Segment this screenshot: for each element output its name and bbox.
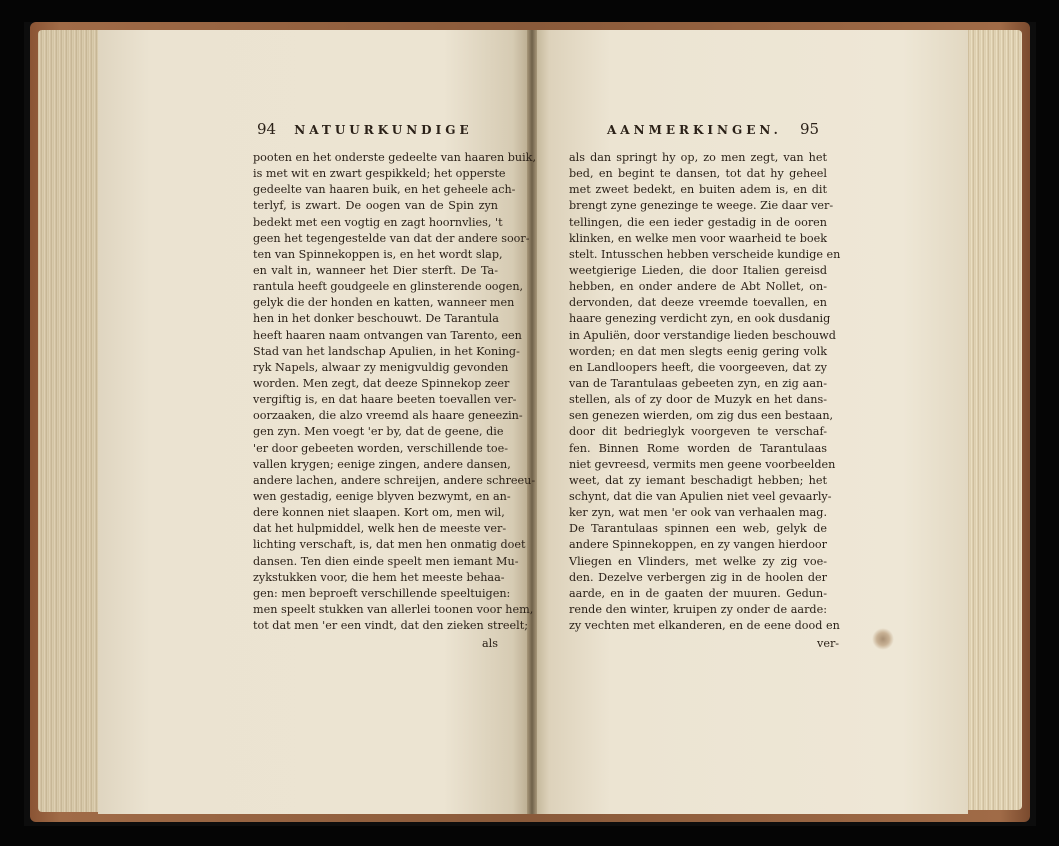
text-line: terlyf, is zwart. De oogen van de Spin zyn bbox=[253, 199, 498, 213]
text-line: tot dat men 'er een vindt, dat den zieken streelt; bbox=[253, 619, 528, 633]
text-line: gen zyn. Men voegt 'er by, dat de geene, die bbox=[253, 425, 504, 439]
text-line: zy vechten met elkanderen, en de eene dood en bbox=[569, 619, 840, 633]
text-line: niet gevreesd, vermits men geene voorbeelden bbox=[569, 457, 836, 471]
text-line: Vliegen en Vlinders, met welke zy zig voe- bbox=[569, 554, 827, 568]
text-line: De Tarantulaas spinnen een web, gelyk de bbox=[569, 522, 827, 536]
text-line: heeft haaren naam ontvangen van Tarento, een bbox=[253, 328, 522, 342]
text-line: dere konnen niet slaapen. Kort om, men wil, bbox=[253, 506, 505, 520]
text-line: men speelt stukken van allerlei toonen voor hem, bbox=[253, 602, 534, 616]
right-body-text bbox=[569, 150, 841, 634]
text-line: weet, dat zy iemant beschadigt hebben; het bbox=[569, 473, 827, 487]
text-line: dat het hulpmiddel, welk hen de meeste ver- bbox=[253, 522, 507, 536]
text-line: bedekt met een vogtig en zagt hoornvlies, 't bbox=[253, 215, 503, 229]
text-line: ryk Napels, alwaar zy menigvuldig gevonden bbox=[253, 360, 509, 374]
text-line: door dit bedrieglyk voorgeven te verschaf- bbox=[569, 425, 827, 439]
text-line: schynt, dat die van Apulien niet veel gevaarly- bbox=[569, 489, 832, 503]
text-line: dansen. Ten dien einde speelt men iemant Mu- bbox=[253, 554, 519, 568]
text-line: en Landloopers heeft, die voorgeeven, dat zy bbox=[569, 360, 827, 374]
text-line: ten van Spinnekoppen is, en het wordt slap, bbox=[253, 247, 503, 261]
text-line: den. Dezelve verbergen zig in de hoolen der bbox=[569, 570, 827, 584]
text-line: fen. Binnen Rome worden de Tarantulaas bbox=[569, 441, 827, 455]
text-line: rantula heeft goudgeele en glinsterende oogen, bbox=[253, 280, 524, 294]
text-line: vergiftig is, en dat haare beeten toevallen ver- bbox=[253, 393, 517, 407]
text-line: gelyk die der honden en katten, wanneer men bbox=[253, 296, 515, 310]
text-line: ker zyn, wat men 'er ook van verhaalen mag. bbox=[569, 506, 827, 520]
text-line: vallen krygen; eenige zingen, andere dansen, bbox=[253, 457, 511, 471]
text-line: is met wit en zwart gespikkeld; het opperste bbox=[253, 167, 506, 181]
right-running-head bbox=[607, 120, 819, 138]
left-running-head-title: NATUURKUNDIGE bbox=[294, 123, 473, 137]
text-line: Stad van het landschap Apulien, in het Koning- bbox=[253, 344, 520, 358]
left-catchword: als bbox=[482, 637, 498, 650]
text-line: sen genezen wierden, om zig dus een bestaan, bbox=[569, 409, 834, 423]
text-line: hen in het donker beschouwt. De Tarantula bbox=[253, 312, 499, 326]
right-running-head-title: AANMERKINGEN. bbox=[607, 123, 782, 137]
text-line: pooten en het onderste gedeelte van haaren buik, bbox=[253, 151, 536, 164]
text-line: haare genezing verdicht zyn, en ook dusdanig bbox=[569, 312, 831, 326]
text-line: van de Tarantulaas gebeeten zyn, en zig aan- bbox=[569, 376, 827, 390]
text-line: als dan springt hy op, zo men zegt, van het bbox=[569, 151, 827, 164]
text-line: in Apuliën, door verstandige lieden beschouwd bbox=[569, 328, 836, 342]
text-line: stellen, als of zy door de Muzyk en het dans- bbox=[569, 393, 827, 407]
text-line: en valt in, wanneer het Dier sterft. De Ta- bbox=[253, 263, 498, 277]
text-line: worden; en dat men slegts eenig gering volk bbox=[569, 344, 827, 358]
text-line: tellingen, die een ieder gestadig in de ooren bbox=[569, 215, 827, 229]
text-line: dervonden, dat deeze vreemde toevallen, en bbox=[569, 296, 827, 310]
text-line: geen het tegengestelde van dat der andere soor- bbox=[253, 231, 530, 245]
text-line: weetgierige Lieden, die door Italien gereisd bbox=[569, 263, 827, 277]
text-line: wen gestadig, eenige blyven bezwymt, en an- bbox=[253, 489, 511, 503]
text-line: aarde, en in de gaaten der muuren. Gedun- bbox=[569, 586, 827, 600]
text-line: oorzaaken, die alzo vreemd als haare geneezin- bbox=[253, 409, 523, 423]
text-line: stelt. Intusschen hebben verscheide kundige en bbox=[569, 247, 841, 261]
text-line: worden. Men zegt, dat deeze Spinnekop zeer bbox=[253, 376, 510, 390]
text-line: rende den winter, kruipen zy onder de aarde: bbox=[569, 602, 827, 616]
text-line: met zweet bedekt, en buiten adem is, en dit bbox=[569, 183, 827, 197]
text-line: bed, en begint te dansen, tot dat hy geheel bbox=[569, 167, 827, 181]
text-line: klinken, en welke men voor waarheid te boek bbox=[569, 231, 828, 245]
text-line: hebben, en onder andere de Abt Nollet, on- bbox=[569, 280, 827, 294]
text-line: zykstukken voor, die hem het meeste behaa- bbox=[253, 570, 505, 584]
left-page-number: 94 bbox=[257, 120, 277, 138]
text-line: gedeelte van haaren buik, en het geheele ach- bbox=[253, 183, 516, 197]
text-line: andere Spinnekoppen, en zy vangen hierdoor bbox=[569, 538, 828, 552]
text-line: lichting verschaft, is, dat men hen onmatig doet bbox=[253, 538, 526, 552]
right-catchword: ver- bbox=[817, 637, 840, 650]
text-line: andere lachen, andere schreijen, andere schreeu- bbox=[253, 473, 536, 487]
text-line: 'er door gebeeten worden, verschillende toe- bbox=[253, 441, 508, 455]
right-page-number: 95 bbox=[799, 120, 820, 138]
text-line: brengt zyne genezinge te weege. Zie daar ver- bbox=[569, 199, 834, 213]
paper-stain bbox=[872, 628, 894, 650]
text-line: gen: men beproeft verschillende speeltuigen: bbox=[253, 586, 511, 600]
